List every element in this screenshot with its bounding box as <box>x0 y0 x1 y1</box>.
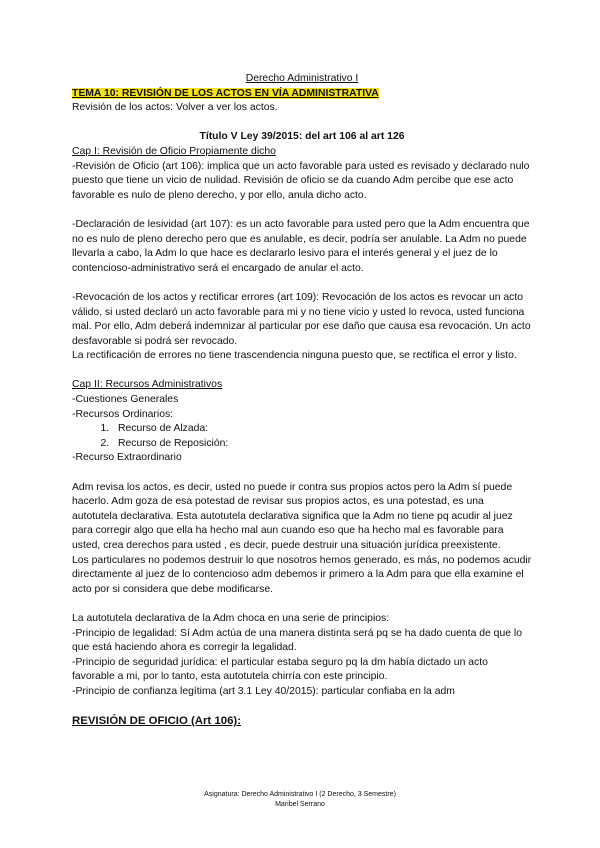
list-item-alzada: 1. Recurso de Alzada: <box>112 422 532 437</box>
course-title: Derecho Administrativo I <box>245 73 359 84</box>
cap2-item-ordinarios: -Recursos Ordinarios: <box>72 408 174 420</box>
cap1-paragraph-4: La rectificación de errores no tiene trascendencia ninguna puesto que, se rectifica el error y listo. <box>72 350 517 362</box>
section-heading: REVISIÓN DE OFICIO (Art 106): <box>72 715 241 728</box>
cap2-title: Cap II: Recursos Administrativos <box>72 379 223 391</box>
cap2-paragraph-3: La autotutela declarativa de la Adm choca en una serie de principios: <box>72 612 390 624</box>
spacer <box>72 203 532 218</box>
footer-line-1: Asignatura: Derecho Administrativo I (2 Derecho, 3 Semestre) <box>204 791 396 798</box>
spacer <box>72 466 532 481</box>
topic-title <box>72 87 532 102</box>
cap2-paragraph-4: -Principio de legalidad: Sí Adm actúa de una manera distinta será pq se ha dado cuenta de que lo que está haciendo ahora es corregir la legalidad. <box>72 627 522 654</box>
topic-title-text: TEMA 10: REVISIÓN DE LOS ACTOS EN VÍA ADMINISTRATIVA <box>72 87 379 99</box>
spacer <box>72 116 532 131</box>
spacer <box>72 700 532 715</box>
cap2-item-cuestiones: -Cuestiones Generales <box>72 394 179 406</box>
cap1-paragraph-1: -Revisión de Oficio (art 106): implica que un acto favorable para usted es revisado y declarado nulo puesto que tiene un vicio de nulidad. Revisión de oficio se da cuando Adm percibe que ese acto favorable es nulo de pleno derecho, y por ello, anula dicho acto. <box>72 160 530 201</box>
recursos-ordinarios-list <box>72 422 532 451</box>
document-body <box>72 72 532 729</box>
cap1-title: Cap I: Revisión de Oficio Propiamente dicho <box>72 145 276 157</box>
spacer <box>72 364 532 379</box>
cap2-paragraph-1: Adm revisa los actos, es decir, usted no puede ir contra sus propios actos pero la Adm sí puede hacerlo. Adm goza de esa potestad de revisar sus propios actos, es una potestad, es una autotutela declarativa. Esta autotutela declarativa significa que la Adm no tiene pq acudir al juez para corregir algo que ella ha hecho mal aun cuando eso que ha hecho mal es favorable para usted, crea derechos para usted , es decir, puede destruir una situación jurídica preexistente. <box>72 481 513 551</box>
cap2-paragraph-5: -Principio de seguridad jurídica: el particular estaba seguro pq la dm había dictado un acto favorable a mi, por lo tanto, esta autotutela chirría con este principio. <box>72 656 488 683</box>
spacer <box>72 597 532 612</box>
page-footer <box>0 790 600 810</box>
law-title: Título V Ley 39/2015: del art 106 al art 126 <box>199 131 405 143</box>
cap1-paragraph-3: -Revocación de los actos y rectificar errores (art 109): Revocación de los actos es revocar un acto válido, si usted declaró un acto favorable para mi y no tiene vicio y usted lo revoca, usted funciona mal. Por ello, Adm deberá indemnizar al particular por ese daño que causa esa revocación. Un acto desfavorable si podrá ser revocado. <box>72 291 531 347</box>
cap2-paragraph-6: -Principio de confianza legítima (art 3.1 Ley 40/2015): particular confiaba en la adm <box>72 685 455 697</box>
cap2-item-extraordinario: -Recurso Extraordinario <box>72 452 182 464</box>
spacer <box>72 276 532 291</box>
list-item-reposicion: 2. Recurso de Reposición: <box>112 437 532 452</box>
footer-line-2: Maribel Serrano <box>275 801 325 808</box>
intro-text: Revisión de los actos: Volver a ver los actos. <box>72 102 278 114</box>
cap2-paragraph-2: Los particulares no podemos destruir lo que nosotros hemos generado, es más, no podemos acudir directamente al juez de lo contencioso adm debemos ir primero a la Adm para que ella examine el acto por si considera que debe modificarse. <box>72 554 532 595</box>
cap1-paragraph-2: -Declaración de lesividad (art 107): es un acto favorable para usted pero que la Adm encuentra que no es nulo de pleno derecho pero que es anulable, es decir, podría ser anulable. La Adm no puede llevarla a cabo, la Adm lo que hace es declararlo lesivo para el interés general y el juez de lo contencioso-administrativo será el encargado de anular el acto. <box>72 218 530 274</box>
